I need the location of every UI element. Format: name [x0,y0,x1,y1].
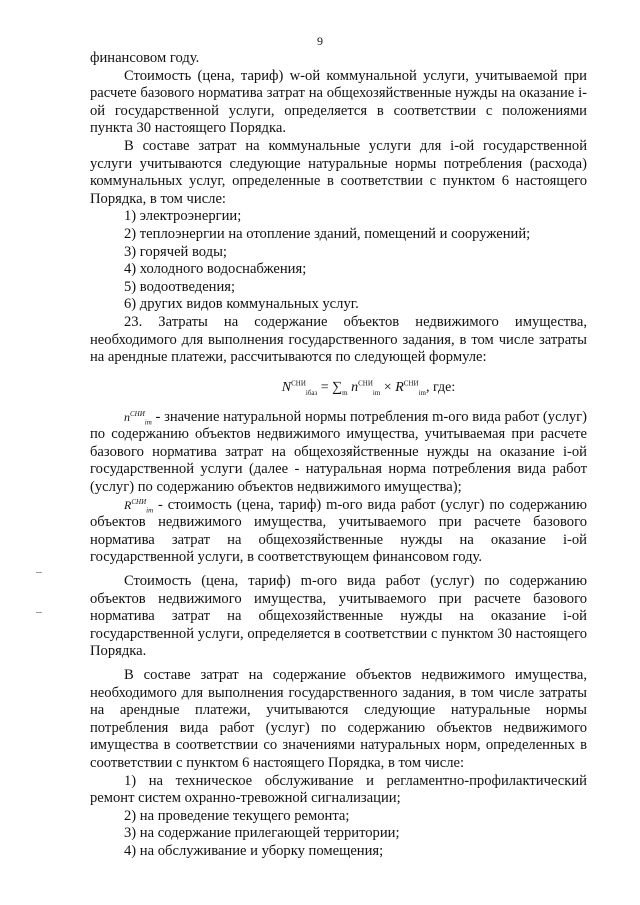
formula-times: × [383,379,392,395]
formula-lhs-sub: iбаз [305,388,318,397]
formula-lhs: N [281,379,292,395]
list-item: 2) на проведение текущего ремонта; [124,807,350,824]
definition [90,497,587,567]
formula-r-sub: im [418,388,426,397]
margin-mark [36,572,42,573]
formula-n: n [351,379,359,395]
formula-tail: , где: [425,379,456,395]
def-symbol-sup: СНИ [131,497,147,506]
def-symbol: n [124,409,130,424]
paragraph: финансовом году. [90,50,200,66]
list-item: 4) холодного водоснабжения; [124,261,307,278]
definition-text: - значение натуральной нормы потребления m-ого вида работ (услуг) по содержанию объектов недвижимого имущества, учитываемая при расчете базового норматива затрат на общехозяйственные нужды на оказание i-ой государственной услуги (далее - натуральная норма потребления вида работ (услуг) по содержанию объектов недвижимого имущества); [90,408,587,496]
paragraph: Стоимость (цена, тариф) m-ого вида работ (услуг) по содержанию объектов недвижимого имущества, учитываемого при расчете базового норматива затрат на общехозяйственные нужды на оказание i-ой государственной услуги, определяется в соответствии с пунктом 30 настоящего Порядка. [90,573,587,660]
list-item: 1) электроэнергии; [124,208,242,225]
list-item: 1) на техническое обслуживание и регламентно-профилактический ремонт систем охранно-тревожной сигнализации; [90,772,587,807]
definition [90,409,587,497]
def-symbol-sub: im [146,506,154,515]
list-item: 2) теплоэнергии на отопление зданий, помещений и сооружений; [124,225,531,242]
paragraph: Стоимость (цена, тариф) w-ой коммунальной услуги, учитываемой при расчете базового норматива затрат на общехозяйственные нужды на оказание i-ой государственной услуги, определяется в соответствии с положениями пункта 30 настоящего Порядка. [90,67,587,137]
definition-text: - стоимость (цена, тариф) m-ого вида работ (услуг) по содержанию объектов недвижимого имущества, учитываемого при расчете базового норматива затрат на общехозяйственные нужды на оказание i-ой государственной услуги, в соответствующем финансовом году. [90,496,587,566]
paragraph: 23. Затраты на содержание объектов недвижимого имущества, необходимого для выполнения государственного задания, в том числе затраты на арендные платежи, рассчитываются по следующей формуле: [90,313,587,366]
list-item: 3) на содержание прилегающей территории; [124,825,400,842]
page-number: 9 [317,34,323,48]
def-symbol-sup: СНИ [130,409,145,418]
formula-r-sup: СНИ [403,379,419,388]
list-item: 4) на обслуживание и уборку помещения; [124,842,384,859]
formula-n-sup: СНИ [358,379,373,388]
list-item: 5) водоотведения; [124,278,236,295]
formula-sum-sub: m [342,388,348,397]
margin-mark [36,612,42,613]
formula-lhs-sup: СНИ [291,379,306,388]
formula-r: R [395,379,404,395]
def-symbol: R [124,497,132,512]
formula-n-sub: im [372,388,381,397]
paragraph: В составе затрат на коммунальные услуги для i-ой государственной услуги учитываются следующие натуральные нормы потребления (расхода) коммунальных услуг, определенные в соответствии с пунктом 6 настоящего Порядка, в том числе: [90,137,587,207]
document-body [90,50,587,861]
def-symbol-sub: im [144,418,152,427]
paragraph: В составе затрат на содержание объектов недвижимого имущества, необходимого для выполнения государственного задания, в том числе затраты на арендные платежи, учитываются следующие натуральные нормы потребления вида работ (услуг) по содержанию объектов недвижимого имущества в соответствии со значениями натуральных норм, определенных в соответствии с пунктом 6 настоящего Порядка, в том числе: [90,667,587,771]
list-item: 6) других видов коммунальных услуг. [124,296,359,313]
list-item: 3) горячей воды; [124,243,227,260]
formula [90,375,587,401]
formula-eq: = ∑ [320,379,343,395]
